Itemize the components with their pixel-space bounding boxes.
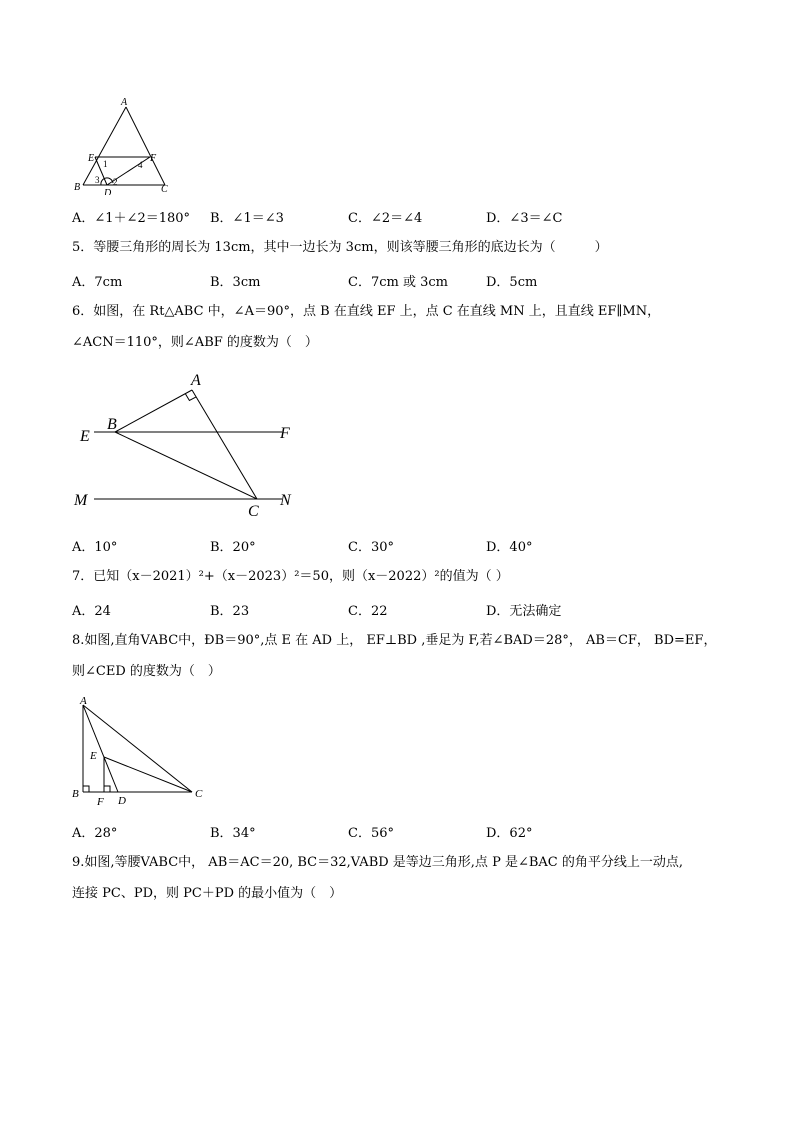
- q6-fig-label-a: A: [191, 372, 201, 389]
- q4-figure: [70, 95, 180, 195]
- q4-option-c[interactable]: C．∠2＝∠4: [348, 211, 423, 226]
- q9-stem-line2: 连接 PC、PD，则 PC＋PD 的最小值为（ ）: [72, 886, 343, 901]
- q5-stem: 5．等腰三角形的周长为 13cm，其中一边长为 3cm，则该等腰三角形的底边长为（ ）: [72, 240, 608, 255]
- q6-fig-side-ac: [192, 390, 257, 499]
- q8-fig-label-d: D: [118, 795, 126, 807]
- q4-fig-label-a: A: [121, 97, 128, 108]
- q6-fig-label-b: B: [107, 416, 117, 433]
- q5-option-d[interactable]: D．5cm: [486, 275, 538, 290]
- q5-option-a[interactable]: A．7cm: [72, 275, 123, 290]
- q5-option-c[interactable]: C．7cm 或 3cm: [348, 275, 448, 290]
- q6-stem-line2: ∠ACN＝110°，则∠ABF 的度数为（ ）: [72, 335, 318, 350]
- q6-fig-label-f: F: [280, 425, 290, 442]
- q8-option-a[interactable]: A．28°: [72, 826, 118, 841]
- q4-fig-label-f: F: [150, 153, 157, 164]
- q8-fig-label-b: B: [72, 788, 79, 800]
- q4-fig-angle-2: 2: [113, 177, 118, 187]
- q7-option-b[interactable]: B．23: [210, 604, 250, 619]
- q8-fig-side-ac: [83, 705, 192, 792]
- q4-option-a[interactable]: A．∠1＋∠2＝180°: [72, 211, 191, 226]
- q7-option-c[interactable]: C．22: [348, 604, 388, 619]
- q6-option-b[interactable]: B．20°: [210, 540, 256, 555]
- q4-option-b[interactable]: B．∠1＝∠3: [210, 211, 284, 226]
- q4-fig-label-b: B: [74, 182, 81, 193]
- q6-fig-side-ab: [115, 390, 192, 432]
- q8-fig-label-c: C: [195, 788, 203, 800]
- q8-fig-label-a: A: [80, 695, 87, 707]
- q8-fig-seg-ad: [83, 705, 118, 792]
- q5-option-b[interactable]: B．3cm: [210, 275, 261, 290]
- q6-fig-label-c: C: [248, 503, 259, 520]
- q4-fig-label-d: D: [104, 188, 112, 195]
- q6-stem-line1: 6．如图，在 Rt△ABC 中，∠A＝90°，点 B 在直线 EF 上，点 C 在直线 MN 上，且直线 EF∥MN，: [72, 304, 661, 319]
- q4-option-d[interactable]: D．∠3＝∠C: [486, 211, 563, 226]
- q6-fig-side-bc: [115, 432, 257, 499]
- q6-fig-label-m: M: [74, 492, 88, 509]
- q6-fig-label-e: E: [80, 428, 90, 445]
- q8-figure: [68, 695, 213, 810]
- q6-fig-label-n: N: [280, 492, 291, 509]
- q8-fig-seg-ec: [104, 757, 192, 792]
- q4-fig-angle-3: 3: [95, 175, 100, 185]
- q4-fig-angle-1: 1: [103, 159, 108, 169]
- q8-fig-label-e: E: [90, 750, 97, 762]
- q8-option-d[interactable]: D．62°: [486, 826, 533, 841]
- q6-option-a[interactable]: A．10°: [72, 540, 118, 555]
- q4-fig-side-ab: [83, 107, 126, 185]
- q8-fig-label-f: F: [97, 796, 104, 808]
- q7-stem: 7．已知（x－2021）²+（x－2023）²＝50，则（x－2022）²的值为（ ）: [72, 569, 509, 584]
- q4-fig-label-c: C: [161, 184, 168, 195]
- q4-fig-angle-4: 4: [138, 160, 143, 170]
- q8-fig-right-angle-b: [83, 786, 89, 792]
- q8-option-c[interactable]: C．56°: [348, 826, 394, 841]
- q6-figure: [70, 368, 310, 523]
- q7-option-d[interactable]: D．无法确定: [486, 604, 562, 619]
- q8-option-b[interactable]: B．34°: [210, 826, 256, 841]
- q8-fig-right-angle-f: [104, 786, 110, 792]
- q6-option-c[interactable]: C．30°: [348, 540, 394, 555]
- q6-option-d[interactable]: D．40°: [486, 540, 533, 555]
- q7-option-a[interactable]: A．24: [72, 604, 111, 619]
- q8-stem-line2: 则∠CED 的度数为（ ）: [72, 664, 221, 679]
- q4-fig-side-ac: [126, 107, 165, 185]
- q4-fig-label-e: E: [88, 153, 95, 164]
- q9-stem-line1: 9.如图,等腰VABC中， AB＝AC＝20, BC＝32,VABD 是等边三角形,点 P 是∠BAC 的角平分线上一动点,: [72, 855, 683, 870]
- q8-stem-line1: 8.如图,直角VABC中，ÐB＝90°,点 E 在 AD 上， EF⊥BD ,垂足为 F,若∠BAD＝28°， AB＝CF， BD=EF，: [72, 633, 717, 648]
